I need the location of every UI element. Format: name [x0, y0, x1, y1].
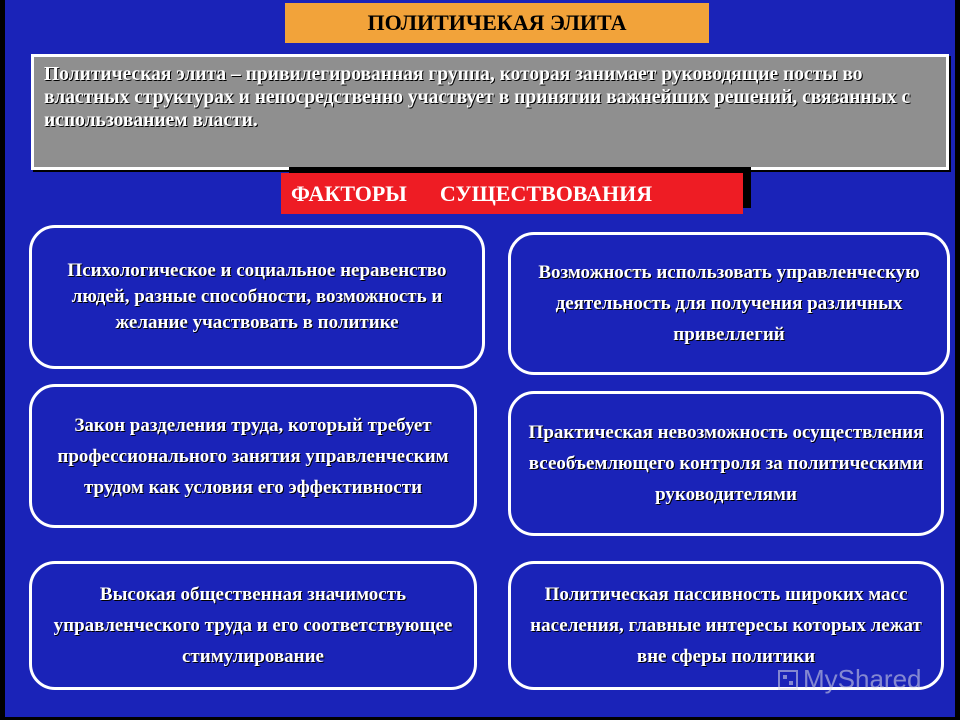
factor-text: Высокая общественная значимость управленческого труда и его соответствующее стимулирование [53, 584, 453, 667]
watermark [777, 664, 922, 695]
factor-box-control [508, 391, 944, 536]
slide-title: ПОЛИТИЧЕКАЯ ЭЛИТА [285, 3, 709, 43]
factor-text: Закон разделения труда, который требует профессионального занятия управленческим трудом как условия его эффективности [57, 414, 449, 498]
watermark-text: MyShared [803, 664, 922, 694]
definition-box: Политическая элита – привилегированная группа, которая занимает руководящие посты во властных структурах и непосредственно участвует в принятии важнейших решений, связанных с использованием власти. [31, 54, 949, 170]
subtitle-factors: ФАКТОРЫ СУЩЕСТВОВАНИЯ [281, 173, 743, 214]
factor-text: Политическая пассивность широких масс населения, главные интересы которых лежат вне сферы политики [530, 584, 922, 667]
factor-box-inequality [29, 225, 485, 369]
factor-box-significance [29, 561, 477, 690]
watermark-logo-icon [777, 669, 799, 691]
factor-box-privileges [508, 232, 950, 375]
factor-text: Психологическое и социальное неравенство людей, разные способности, возможность и желание участвовать в политике [67, 260, 447, 333]
slide [5, 0, 955, 717]
factor-text: Практическая невозможность осуществления всеобъемлющего контроля за политическими руководителями [528, 422, 924, 505]
factor-box-division-of-labor [29, 384, 477, 528]
factor-text: Возможность использовать управленческую деятельность для получения различных привеллегий [538, 262, 920, 345]
